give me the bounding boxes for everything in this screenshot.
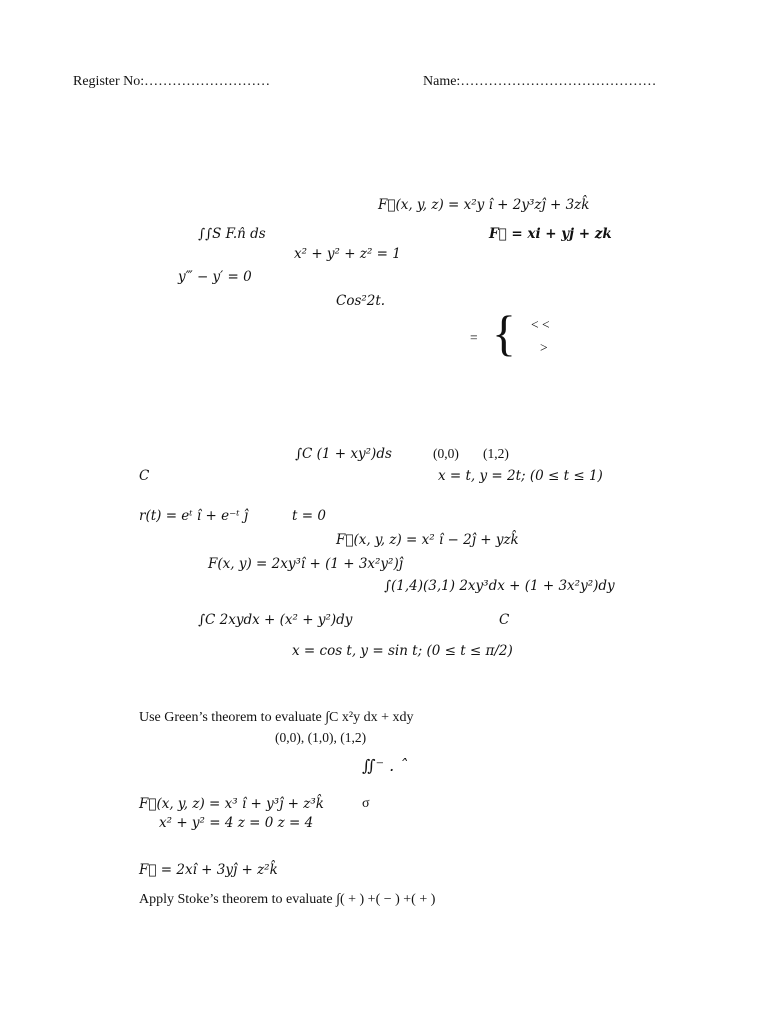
- piecewise-brace: {: [492, 305, 516, 361]
- triangle-vertices: (0,0), (1,0), (1,2): [275, 730, 367, 745]
- vector-field-3: F⃗(x, y, z) = x² î − 2ĵ + yzk̂: [336, 532, 519, 548]
- curve-label-1: C: [139, 468, 150, 484]
- point-1-2: (1,2): [483, 446, 509, 461]
- piecewise-case-1: < <: [531, 317, 550, 332]
- greens-theorem-question: Use Green’s theorem to evaluate ∫C x²y dx + xdy: [139, 710, 414, 725]
- register-number-label: Register No:………………………: [73, 74, 271, 89]
- curve-label-2: C: [499, 612, 510, 628]
- vector-field-2: F⃗ = xi + yj + zk: [489, 226, 612, 242]
- point-origin: (0,0): [433, 446, 459, 461]
- t-equals-zero: t = 0: [292, 508, 326, 524]
- vector-field-6: F⃗ = 2xî + 3yĵ + z²k̂: [139, 862, 278, 878]
- sphere-equation: x² + y² + z² = 1: [294, 246, 401, 262]
- sigma-symbol: σ: [362, 796, 370, 811]
- name-label: Name:……………………………………: [423, 74, 657, 89]
- line-integral-3: ∫C 2xydx + (x² + y²)dy: [198, 612, 353, 628]
- vector-field-1: F⃗(x, y, z) = x²y î + 2y³zĵ + 3zk̂: [378, 197, 590, 213]
- vector-function: r(t) = eᵗ î + e⁻ᵗ ĵ: [139, 508, 249, 524]
- cylinder-bounds: x² + y² = 4 z = 0 z = 4: [159, 815, 314, 831]
- vector-field-5: F⃗(x, y, z) = x³ î + y³ĵ + z³k̂: [139, 796, 324, 812]
- surface-integral: ∫∫S F.n̂ ds: [198, 226, 266, 242]
- stokes-theorem-question: Apply Stoke’s theorem to evaluate ∫( + ) +( − ) +( + ): [139, 892, 436, 907]
- piecewise-case-2: >: [540, 340, 548, 355]
- line-integral-1: ∫C (1 + xy²)ds: [295, 446, 392, 462]
- piecewise-equals: =: [470, 330, 478, 345]
- differential-equation: y‴ − y′ = 0: [178, 269, 252, 285]
- parametric-circle: x = cos t, y = sin t; (0 ≤ t ≤ π/2): [292, 643, 513, 659]
- line-integral-2: ∫(1,4)(3,1) 2xy³dx + (1 + 3x²y²)dy: [384, 578, 615, 594]
- double-integral: ∬⁻ . ˆ: [362, 756, 408, 775]
- parametric-line: x = t, y = 2t; (0 ≤ t ≤ 1): [438, 468, 603, 484]
- cos-squared-expression: Cos²2t.: [336, 293, 386, 309]
- vector-field-4: F(x, y) = 2xy³î + (1 + 3x²y²)ĵ: [208, 556, 403, 572]
